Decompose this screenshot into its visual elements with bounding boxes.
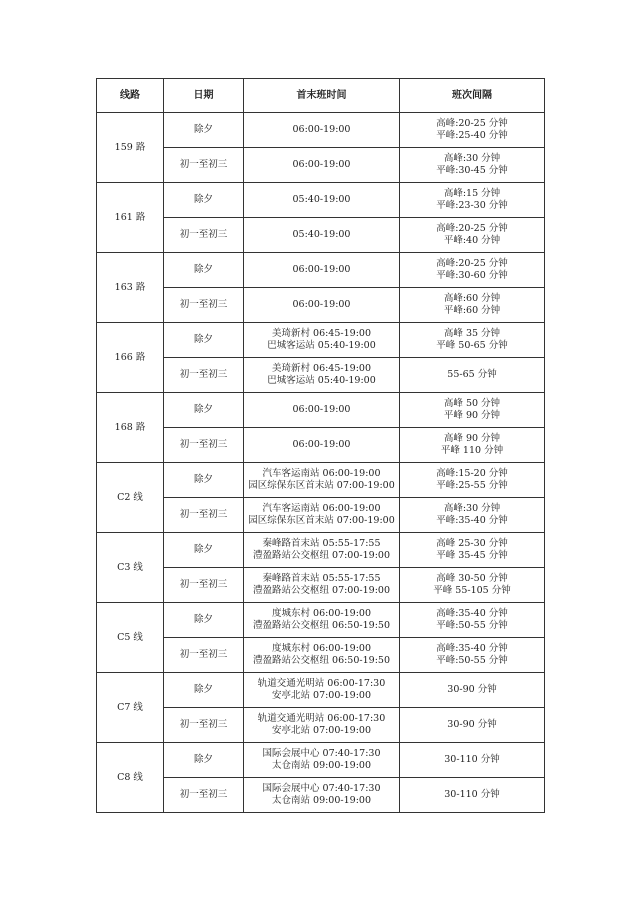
interval-line: 55-65 分钟 — [447, 369, 497, 380]
interval-line: 高峰:20-25 分钟 — [436, 223, 508, 234]
date-cell: 初一至初三 — [164, 498, 244, 533]
times-cell — [244, 533, 400, 568]
interval-line: 30-90 分钟 — [447, 719, 497, 730]
interval-cell — [400, 148, 545, 183]
route-name-cell: C2 线 — [97, 463, 164, 533]
table-row — [97, 288, 545, 323]
interval-line: 平峰:60 分钟 — [443, 305, 501, 316]
times-line: 06:00-19:00 — [292, 404, 351, 415]
interval-line: 高峰:15-20 分钟 — [436, 468, 508, 479]
times-line: 巴城客运站 05:40-19:00 — [267, 375, 376, 386]
interval-line: 高峰:30 分钟 — [443, 153, 501, 164]
times-cell — [244, 673, 400, 708]
date-cell: 初一至初三 — [164, 708, 244, 743]
route-name-cell: 166 路 — [97, 323, 164, 393]
date-cell: 除夕 — [164, 533, 244, 568]
route-name-cell: 159 路 — [97, 113, 164, 183]
times-line: 安亭北站 07:00-19:00 — [272, 690, 371, 701]
interval-line: 平峰 50-65 分钟 — [436, 340, 508, 351]
date-cell: 初一至初三 — [164, 358, 244, 393]
times-cell — [244, 778, 400, 813]
interval-cell — [400, 533, 545, 568]
times-cell — [244, 568, 400, 603]
interval-cell — [400, 603, 545, 638]
interval-line: 平峰:50-55 分钟 — [436, 655, 508, 666]
date-cell: 初一至初三 — [164, 148, 244, 183]
interval-cell — [400, 358, 545, 393]
table-row — [97, 533, 545, 568]
table-row — [97, 183, 545, 218]
times-line: 06:00-19:00 — [292, 124, 351, 135]
date-cell: 除夕 — [164, 253, 244, 288]
table-row — [97, 323, 545, 358]
times-cell — [244, 498, 400, 533]
interval-line: 平峰:25-40 分钟 — [436, 130, 508, 141]
route-name-cell: 163 路 — [97, 253, 164, 323]
interval-cell — [400, 568, 545, 603]
interval-line: 平峰 35-45 分钟 — [436, 550, 508, 561]
interval-line: 高峰 25-30 分钟 — [436, 538, 508, 549]
table-row — [97, 393, 545, 428]
table-row — [97, 428, 545, 463]
interval-cell — [400, 498, 545, 533]
table-row — [97, 358, 545, 393]
times-line: 汽车客运南站 06:00-19:00 — [262, 503, 381, 514]
times-line: 轨道交通光明站 06:00-17:30 — [257, 678, 386, 689]
interval-line: 高峰 50 分钟 — [443, 398, 501, 409]
date-cell: 初一至初三 — [164, 778, 244, 813]
route-name-cell: C5 线 — [97, 603, 164, 673]
interval-cell — [400, 673, 545, 708]
times-line: 度城东村 06:00-19:00 — [272, 643, 371, 654]
times-line: 05:40-19:00 — [292, 229, 351, 240]
table-body — [97, 113, 545, 813]
times-cell — [244, 253, 400, 288]
interval-cell — [400, 113, 545, 148]
interval-line: 高峰 35 分钟 — [443, 328, 501, 339]
interval-cell — [400, 218, 545, 253]
interval-cell — [400, 708, 545, 743]
times-cell — [244, 463, 400, 498]
date-cell: 除夕 — [164, 113, 244, 148]
header-date: 日期 — [164, 79, 244, 113]
times-cell — [244, 148, 400, 183]
interval-cell — [400, 463, 545, 498]
schedule-table — [96, 78, 545, 813]
interval-line: 平峰:50-55 分钟 — [436, 620, 508, 631]
times-line: 澧盈路站公交枢纽 07:00-19:00 — [253, 585, 390, 596]
interval-cell — [400, 288, 545, 323]
date-cell: 初一至初三 — [164, 638, 244, 673]
route-name-cell: C8 线 — [97, 743, 164, 813]
times-cell — [244, 603, 400, 638]
interval-line: 平峰:25-55 分钟 — [436, 480, 508, 491]
header-row — [97, 79, 545, 113]
table-row — [97, 498, 545, 533]
times-cell — [244, 358, 400, 393]
interval-line: 高峰:35-40 分钟 — [436, 608, 508, 619]
interval-line: 平峰 55-105 分钟 — [433, 585, 511, 596]
times-cell — [244, 323, 400, 358]
times-line: 06:00-19:00 — [292, 299, 351, 310]
times-line: 澧盈路站公交枢纽 07:00-19:00 — [253, 550, 390, 561]
interval-line: 高峰:20-25 分钟 — [436, 258, 508, 269]
interval-cell — [400, 183, 545, 218]
table-row — [97, 778, 545, 813]
times-line: 巴城客运站 05:40-19:00 — [267, 340, 376, 351]
times-cell — [244, 183, 400, 218]
interval-line: 平峰:23-30 分钟 — [436, 200, 508, 211]
interval-line: 30-90 分钟 — [447, 684, 497, 695]
date-cell: 除夕 — [164, 673, 244, 708]
times-line: 澧盈路站公交枢纽 06:50-19:50 — [253, 655, 390, 666]
date-cell: 初一至初三 — [164, 568, 244, 603]
table-row — [97, 218, 545, 253]
table-row — [97, 568, 545, 603]
times-line: 美琦新村 06:45-19:00 — [272, 328, 371, 339]
date-cell: 除夕 — [164, 183, 244, 218]
times-line: 美琦新村 06:45-19:00 — [272, 363, 371, 374]
date-cell: 除夕 — [164, 603, 244, 638]
interval-line: 平峰 110 分钟 — [440, 445, 504, 456]
times-line: 秦峰路首末站 05:55-17:55 — [262, 573, 381, 584]
table-row — [97, 603, 545, 638]
times-line: 05:40-19:00 — [292, 194, 351, 205]
times-cell — [244, 218, 400, 253]
times-cell — [244, 743, 400, 778]
interval-line: 高峰:15 分钟 — [443, 188, 501, 199]
interval-line: 高峰:35-40 分钟 — [436, 643, 508, 654]
date-cell: 除夕 — [164, 393, 244, 428]
times-line: 园区综保东区首末站 07:00-19:00 — [248, 480, 395, 491]
times-line: 汽车客运南站 06:00-19:00 — [262, 468, 381, 479]
interval-cell — [400, 253, 545, 288]
table-row — [97, 743, 545, 778]
interval-line: 平峰:35-40 分钟 — [436, 515, 508, 526]
times-line: 06:00-19:00 — [292, 159, 351, 170]
table-row — [97, 253, 545, 288]
times-line: 06:00-19:00 — [292, 264, 351, 275]
date-cell: 初一至初三 — [164, 428, 244, 463]
date-cell: 除夕 — [164, 463, 244, 498]
times-line: 秦峰路首末站 05:55-17:55 — [262, 538, 381, 549]
times-line: 度城东村 06:00-19:00 — [272, 608, 371, 619]
times-line: 安亭北站 07:00-19:00 — [272, 725, 371, 736]
times-line: 国际会展中心 07:40-17:30 — [262, 783, 381, 794]
times-cell — [244, 638, 400, 673]
date-cell: 初一至初三 — [164, 288, 244, 323]
times-line: 06:00-19:00 — [292, 439, 351, 450]
interval-cell — [400, 393, 545, 428]
times-cell — [244, 708, 400, 743]
header-route: 线路 — [97, 79, 164, 113]
table-row — [97, 113, 545, 148]
header-times: 首末班时间 — [244, 79, 400, 113]
interval-cell — [400, 743, 545, 778]
date-cell: 除夕 — [164, 743, 244, 778]
times-line: 国际会展中心 07:40-17:30 — [262, 748, 381, 759]
interval-line: 平峰:30-60 分钟 — [436, 270, 508, 281]
interval-line: 高峰:30 分钟 — [443, 503, 501, 514]
interval-cell — [400, 428, 545, 463]
route-name-cell: C7 线 — [97, 673, 164, 743]
times-cell — [244, 393, 400, 428]
interval-line: 30-110 分钟 — [444, 754, 500, 765]
header-interval: 班次间隔 — [400, 79, 545, 113]
table-row — [97, 638, 545, 673]
date-cell: 除夕 — [164, 323, 244, 358]
table-row — [97, 673, 545, 708]
times-cell — [244, 288, 400, 323]
interval-line: 高峰:20-25 分钟 — [436, 118, 508, 129]
date-cell: 初一至初三 — [164, 218, 244, 253]
interval-line: 高峰:60 分钟 — [443, 293, 501, 304]
interval-line: 30-110 分钟 — [444, 789, 500, 800]
interval-line: 平峰 90 分钟 — [443, 410, 501, 421]
times-line: 太仓南站 09:00-19:00 — [272, 795, 371, 806]
interval-line: 平峰:30-45 分钟 — [436, 165, 508, 176]
table-row — [97, 708, 545, 743]
table-row — [97, 148, 545, 183]
interval-line: 高峰 30-50 分钟 — [436, 573, 508, 584]
times-line: 太仓南站 09:00-19:00 — [272, 760, 371, 771]
interval-cell — [400, 323, 545, 358]
times-cell — [244, 113, 400, 148]
interval-cell — [400, 778, 545, 813]
times-line: 澧盈路站公交枢纽 06:50-19:50 — [253, 620, 390, 631]
times-cell — [244, 428, 400, 463]
table-row — [97, 463, 545, 498]
times-line: 轨道交通光明站 06:00-17:30 — [257, 713, 386, 724]
interval-line: 平峰:40 分钟 — [443, 235, 501, 246]
route-name-cell: 161 路 — [97, 183, 164, 253]
route-name-cell: 168 路 — [97, 393, 164, 463]
route-name-cell: C3 线 — [97, 533, 164, 603]
interval-cell — [400, 638, 545, 673]
interval-line: 高峰 90 分钟 — [443, 433, 501, 444]
times-line: 园区综保东区首末站 07:00-19:00 — [248, 515, 395, 526]
